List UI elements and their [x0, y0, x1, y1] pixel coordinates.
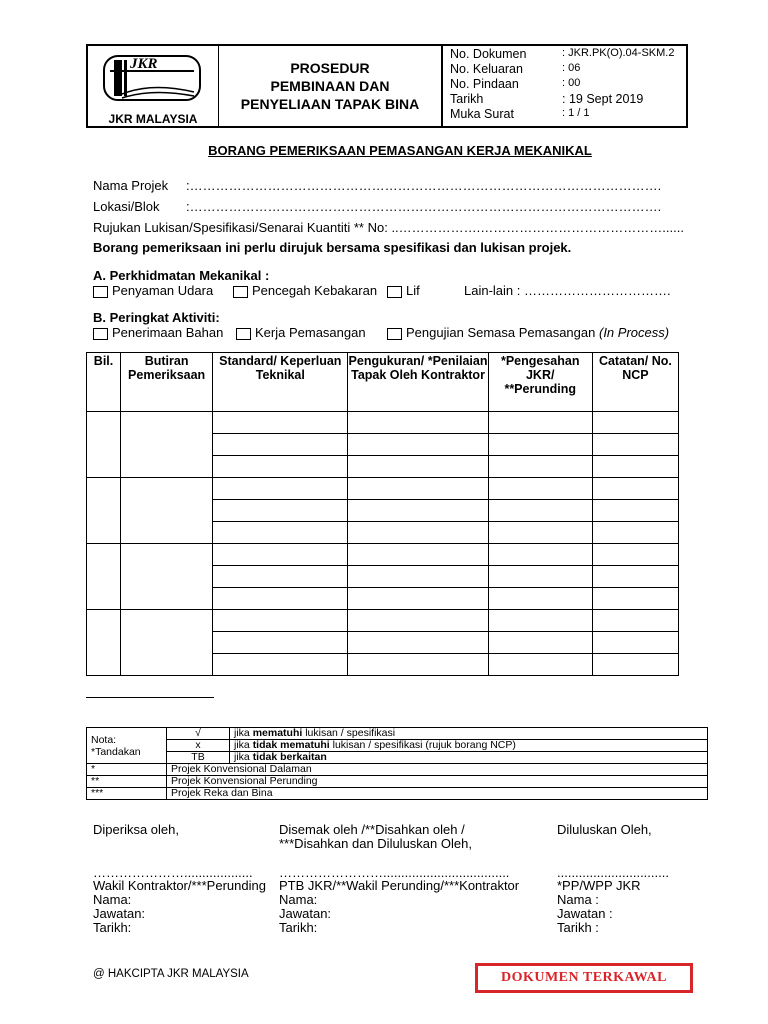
star-symbol: *** [87, 788, 167, 800]
sig-col1-tarikh: Tarikh: [93, 920, 132, 935]
note-pre: jika [234, 739, 253, 751]
option-label: Kerja Pemasangan [255, 325, 366, 340]
header-catatan: Catatan/ No. NCP [592, 353, 678, 412]
meta-label: Tarikh [450, 92, 484, 106]
table-cell[interactable] [488, 434, 592, 456]
table-cell[interactable] [348, 610, 488, 632]
table-cell[interactable] [213, 412, 348, 434]
table-cell[interactable] [348, 588, 488, 610]
logo-text: JKR [130, 56, 158, 72]
header-bil: Bil. [87, 353, 121, 412]
table-cell[interactable] [348, 500, 488, 522]
header-pengukuran: Pengukuran/ *Penilaian Tapak Oleh Kontraktor [348, 353, 488, 412]
sig-col2-head1: Disemak oleh /**Disahkan oleh / [279, 822, 465, 837]
table-cell[interactable] [488, 478, 592, 500]
table-cell[interactable] [348, 456, 488, 478]
meta-value: : 19 Sept 2019 [562, 92, 644, 106]
nama-projek-label: Nama Projek [93, 178, 169, 193]
sig-col2-tarikh: Tarikh: [279, 920, 318, 935]
checkbox-icon[interactable] [387, 286, 402, 298]
sig-col1-role: Wakil Kontraktor/***Perunding [93, 878, 266, 893]
procedure-title [219, 46, 443, 126]
table-cell[interactable] [592, 500, 678, 522]
meta-value: : JKR.PK(O).04-SKM.2 [562, 47, 675, 59]
option-kerja-pemasangan[interactable] [236, 325, 366, 340]
table-cell[interactable] [488, 522, 592, 544]
header-pengesahan: *Pengesahan JKR/ **Perunding [488, 353, 592, 412]
title-line: PROSEDUR [290, 60, 370, 76]
footnote-divider [86, 697, 214, 698]
logo-cell [88, 46, 219, 126]
sig-col3-role: *PP/WPP JKR [557, 878, 641, 893]
tandakan-label: *Tandakan [91, 745, 141, 758]
table-cell[interactable] [592, 588, 678, 610]
sig-col1-head: Diperiksa oleh, [93, 822, 179, 837]
note-pre: jika [234, 727, 253, 739]
bil-cell[interactable] [87, 610, 121, 676]
star-text: Projek Konvensional Dalaman [167, 764, 708, 776]
table-cell[interactable] [348, 478, 488, 500]
note-row [87, 740, 708, 752]
star-row [87, 788, 708, 800]
org-name: JKR MALAYSIA [108, 112, 198, 126]
table-cell[interactable] [348, 632, 488, 654]
option-lain-lain[interactable]: Lain-lain : ……………………………. [464, 283, 671, 298]
option-pengujian[interactable] [387, 325, 669, 340]
header-butiran: Butiran Pemeriksaan [121, 353, 213, 412]
checkbox-icon[interactable] [233, 286, 248, 298]
sig-col3-head: Diluluskan Oleh, [557, 822, 652, 837]
table-cell[interactable] [213, 544, 348, 566]
table-cell[interactable] [488, 544, 592, 566]
meta-label: No. Dokumen [450, 47, 527, 61]
sig-col3-jawatan: Jawatan : [557, 906, 613, 921]
table-cell[interactable] [592, 456, 678, 478]
title-line: PEMBINAAN DAN [270, 78, 390, 94]
note-symbol: TB [167, 752, 230, 764]
butiran-cell[interactable] [121, 412, 213, 478]
note-post: lukisan / spesifikasi [302, 727, 396, 739]
note-row [87, 728, 708, 740]
table-cell[interactable] [348, 412, 488, 434]
option-label: Pengujian Semasa Pemasangan [406, 325, 596, 340]
note-post: lukisan / spesifikasi (rujuk borang NCP) [329, 739, 516, 751]
note-text [230, 740, 708, 752]
reference-note: Borang pemeriksaan ini perlu dirujuk bersama spesifikasi dan lukisan projek. [93, 240, 572, 255]
star-row [87, 764, 708, 776]
table-cell[interactable] [488, 610, 592, 632]
table-cell[interactable] [488, 654, 592, 676]
meta-value: : 1 / 1 [562, 107, 590, 119]
section-b-title: B. Peringkat Aktiviti: [93, 310, 220, 325]
table-cell[interactable] [592, 478, 678, 500]
nama-projek-field[interactable]: :………………………………………………………………………………………………. [186, 178, 662, 193]
sig-col2-dots[interactable]: ……………………................................... [279, 865, 510, 880]
table-cell[interactable] [213, 500, 348, 522]
stamp-text: DOKUMEN TERKAWAL [500, 970, 668, 985]
note-text [230, 752, 708, 764]
star-symbol: * [87, 764, 167, 776]
option-penerimaan-bahan[interactable] [93, 325, 223, 340]
option-italic-label: (In Process) [598, 325, 670, 340]
table-cell[interactable] [213, 434, 348, 456]
checkbox-icon[interactable] [387, 328, 402, 340]
table-cell[interactable] [213, 566, 348, 588]
note-symbol: x [167, 740, 230, 752]
rujukan-field[interactable]: Rujukan Lukisan/Spesifikasi/Senarai Kuantiti ** No: ..……………….……………………………………...... [93, 220, 684, 235]
table-cell[interactable] [592, 632, 678, 654]
title-line: PENYELIAAN TAPAK BINA [240, 96, 420, 112]
form-title: BORANG PEMERIKSAAN PEMASANGAN KERJA MEKANIKAL [208, 143, 592, 158]
table-cell[interactable] [348, 522, 488, 544]
meta-value: : 06 [562, 62, 581, 74]
table-cell[interactable] [488, 412, 592, 434]
sig-col1-nama: Nama: [93, 892, 132, 907]
table-cell[interactable] [592, 412, 678, 434]
controlled-document-stamp [475, 963, 693, 993]
option-lif[interactable] [387, 283, 420, 298]
option-label: Penerimaan Bahan [112, 325, 224, 340]
document-header [86, 44, 688, 128]
note-text [230, 728, 708, 740]
meta-value: : 00 [562, 77, 581, 89]
table-row [87, 478, 679, 500]
table-cell[interactable] [592, 610, 678, 632]
checkbox-icon[interactable] [93, 328, 108, 340]
bil-cell[interactable] [87, 412, 121, 478]
lokasi-field[interactable]: :………………………………………………………………………………………………. [186, 199, 662, 214]
header-standard: Standard/ Keperluan Teknikal [213, 353, 348, 412]
option-label: Lif [406, 283, 420, 298]
table-cell[interactable] [592, 544, 678, 566]
table-cell[interactable] [213, 522, 348, 544]
checkbox-icon[interactable] [93, 286, 108, 298]
butiran-cell[interactable] [121, 478, 213, 544]
bil-cell[interactable] [87, 478, 121, 544]
nota-label: Nota: [91, 733, 117, 746]
option-pencegah-kebakaran[interactable] [233, 283, 377, 298]
sig-col3-dots[interactable]: ............................... [557, 865, 669, 880]
table-cell[interactable] [592, 434, 678, 456]
sig-col2-jawatan: Jawatan: [279, 906, 332, 921]
table-cell[interactable] [592, 522, 678, 544]
table-cell[interactable] [348, 544, 488, 566]
option-label: Pencegah Kebakaran [252, 283, 378, 298]
meta-label: Muka Surat [450, 107, 514, 121]
meta-label: No. Pindaan [450, 77, 519, 91]
option-penyaman-udara[interactable] [93, 283, 213, 298]
sig-col1-jawatan: Jawatan: [93, 906, 146, 921]
section-a-title: A. Perkhidmatan Mekanikal : [93, 268, 270, 283]
inspection-table [86, 352, 679, 676]
table-row [87, 610, 679, 632]
table-cell[interactable] [592, 654, 678, 676]
table-cell[interactable] [213, 632, 348, 654]
sig-col3-tarikh: Tarikh : [557, 920, 599, 935]
option-label: Penyaman Udara [112, 283, 214, 298]
table-cell[interactable] [488, 456, 592, 478]
table-cell[interactable] [488, 500, 592, 522]
note-bold: mematuhi [252, 727, 303, 739]
sig-col1-dots[interactable]: …………………................... [93, 865, 253, 880]
bil-cell[interactable] [87, 544, 121, 610]
note-pre: jika [234, 751, 253, 763]
sig-col2-nama: Nama: [279, 892, 318, 907]
note-symbol: √ [167, 728, 230, 740]
sig-col2-head2: ***Disahkan dan Diluluskan Oleh, [279, 836, 472, 851]
table-cell[interactable] [488, 566, 592, 588]
butiran-cell[interactable] [121, 544, 213, 610]
table-row [87, 544, 679, 566]
table-cell[interactable] [348, 566, 488, 588]
note-row [87, 752, 708, 764]
table-cell[interactable] [348, 654, 488, 676]
nota-cell [87, 728, 167, 764]
sig-col3-nama: Nama : [557, 892, 599, 907]
table-header-row [87, 353, 679, 412]
star-row [87, 776, 708, 788]
table-row [87, 412, 679, 434]
note-bold: tidak berkaitan [252, 751, 327, 763]
copyright: @ HAKCIPTA JKR MALAYSIA [93, 968, 249, 980]
table-cell[interactable] [213, 456, 348, 478]
sig-col2-role: PTB JKR/**Wakil Perunding/***Kontraktor [279, 878, 520, 893]
table-cell[interactable] [488, 588, 592, 610]
lokasi-label: Lokasi/Blok [93, 199, 160, 214]
checkbox-icon[interactable] [236, 328, 251, 340]
star-text: Projek Konvensional Perunding [167, 776, 708, 788]
table-cell[interactable] [348, 434, 488, 456]
table-cell[interactable] [488, 632, 592, 654]
notes-table [86, 727, 708, 800]
star-text: Projek Reka dan Bina [167, 788, 708, 800]
meta-label: No. Keluaran [450, 62, 523, 76]
table-cell[interactable] [213, 654, 348, 676]
star-symbol: ** [87, 776, 167, 788]
table-cell[interactable] [213, 610, 348, 632]
table-cell[interactable] [213, 588, 348, 610]
table-cell[interactable] [592, 566, 678, 588]
note-bold: tidak mematuhi [252, 739, 330, 751]
table-cell[interactable] [213, 478, 348, 500]
butiran-cell[interactable] [121, 610, 213, 676]
